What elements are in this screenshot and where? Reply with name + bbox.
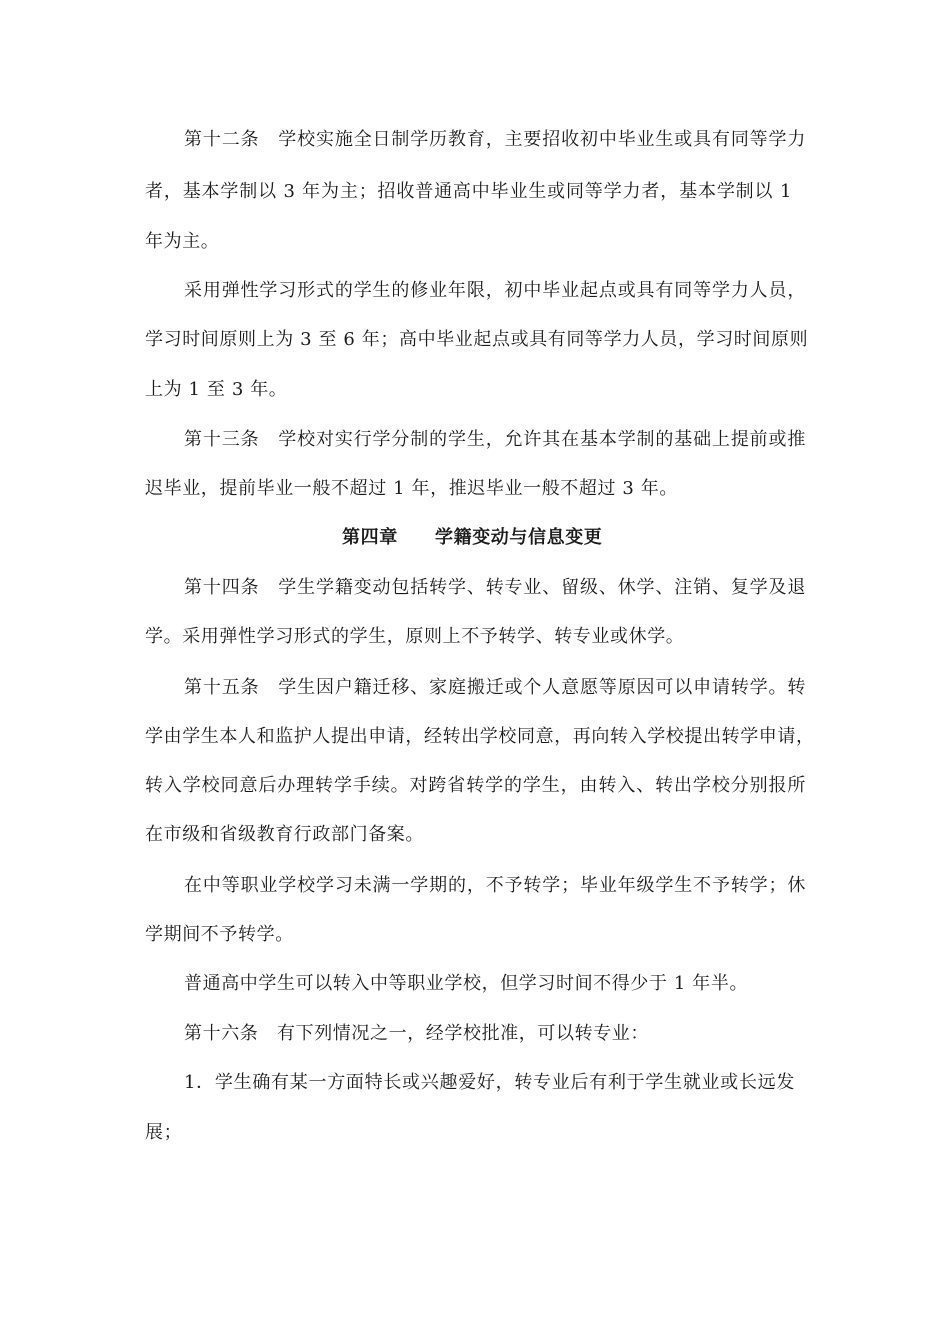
article-16-item-1-line-1: 1．学生确有某一方面特长或兴趣爱好，转专业后有利于学生就业或长远发 — [184, 1072, 795, 1093]
transfer-limit-line-1: 在中等职业学校学习未满一学期的，不予转学；毕业年级学生不予转学；休 — [184, 875, 806, 896]
article-13-line-1: 第十三条 学校对实行学分制的学生，允许其在基本学制的基础上提前或推 — [184, 429, 806, 450]
high-school-transfer-line: 普通高中学生可以转入中等职业学校，但学习时间不得少于 1 年半。 — [184, 973, 749, 994]
transfer-limit-line-2: 学期间不予转学。 — [145, 924, 294, 945]
flexible-study-line-2: 学习时间原则上为 3 至 6 年；高中毕业起点或具有同等学力人员，学习时间原则 — [145, 329, 809, 350]
chapter-heading: 第四章 学籍变动与信息变更 — [342, 527, 603, 548]
flexible-study-line-3: 上为 1 至 3 年。 — [145, 379, 288, 400]
article-15-line-3: 转入学校同意后办理转学手续。对跨省转学的学生，由转入、转出学校分别报所 — [145, 775, 806, 796]
article-14-line-1: 第十四条 学生学籍变动包括转学、转专业、留级、休学、注销、复学及退 — [184, 577, 806, 598]
article-12-line-2: 者，基本学制以 3 年为主；招收普通高中毕业生或同等学力者，基本学制以 1 — [145, 181, 792, 202]
article-16-item-1-line-2: 展； — [145, 1122, 183, 1143]
flexible-study-line-1: 采用弹性学习形式的学生的修业年限，初中毕业起点或具有同等学力人员， — [184, 280, 806, 301]
article-13-line-2: 迟毕业，提前毕业一般不超过 1 年，推迟毕业一般不超过 3 年。 — [145, 478, 678, 499]
article-12-line-3: 年为主。 — [145, 231, 220, 252]
article-14-line-2: 学。采用弹性学习形式的学生，原则上不予转学、转专业或休学。 — [145, 626, 685, 647]
article-15-line-2: 学由学生本人和监护人提出申请，经转出学校同意，再向转入学校提出转学申请， — [145, 726, 815, 747]
article-16-line-1: 第十六条 有下列情况之一，经学校批准，可以转专业： — [184, 1023, 649, 1044]
article-15-line-1: 第十五条 学生因户籍迁移、家庭搬迁或个人意愿等原因可以申请转学。转 — [184, 677, 806, 698]
article-12-line-1: 第十二条 学校实施全日制学历教育，主要招收初中毕业生或具有同等学力 — [184, 129, 806, 150]
article-15-line-4: 在市级和省级教育行政部门备案。 — [145, 824, 424, 845]
